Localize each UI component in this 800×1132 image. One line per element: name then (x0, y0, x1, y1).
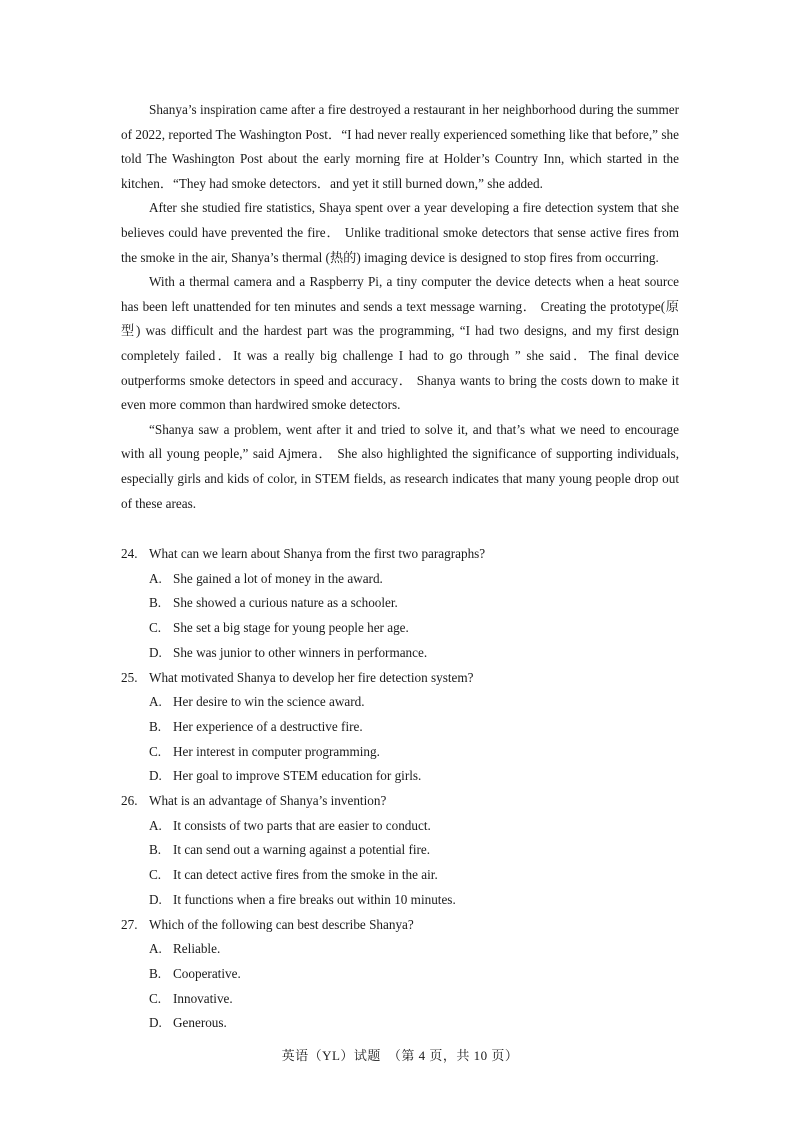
option-letter: B. (149, 965, 162, 981)
option-text: It can send out a warning against a potential fire. (173, 842, 431, 858)
option-letter: C. (149, 743, 162, 759)
passage-paragraph-3: With a thermal camera and a Raspberry Pi, a tiny computer the device detects when a heat source has been left unattended for ten minutes and sends a text message warning． Creating the prototype(原型) was difficult and the hardest part was the programming, “I had two designs, and my first design completely failed．It was a really big challenge I had to go through ” she said．The final device outperforms smoke detectors in speed and accuracy． Shanya wants to bring the costs down to make it even more common than hardwired smoke detectors. (121, 274, 679, 413)
option-d[interactable] (121, 1011, 679, 1036)
question-25 (121, 666, 679, 790)
option-a[interactable] (121, 567, 679, 592)
question-stem (121, 789, 679, 814)
question-26 (121, 789, 679, 913)
option-text: Her desire to win the science award. (173, 694, 365, 710)
question-stem (121, 542, 679, 567)
option-text: Her goal to improve STEM education for girls. (173, 768, 422, 784)
question-number: 27. (121, 916, 138, 932)
option-text: Generous. (173, 1015, 227, 1031)
question-text: What is an advantage of Shanya’s invention? (149, 793, 387, 809)
option-text: Cooperative. (173, 965, 241, 981)
question-stem (121, 913, 679, 938)
option-letter: C. (149, 620, 162, 636)
option-d[interactable] (121, 641, 679, 666)
option-letter: D. (149, 768, 162, 784)
option-letter: B. (149, 595, 162, 611)
option-text: She gained a lot of money in the award. (173, 570, 383, 586)
option-b[interactable] (121, 715, 679, 740)
question-number: 26. (121, 793, 138, 809)
option-d[interactable] (121, 764, 679, 789)
passage-paragraph-2: After she studied fire statistics, Shaya spent over a year developing a fire detection system that she believes could have prevented the fire． Unlike traditional smoke detectors that sense active fires from the smoke in the air, Shanya’s thermal (热的) imaging device is designed to stop fires from occurring. (121, 200, 679, 265)
option-a[interactable] (121, 690, 679, 715)
question-stem (121, 666, 679, 691)
option-letter: D. (149, 644, 162, 660)
option-letter: C. (149, 867, 162, 883)
option-text: Reliable. (173, 941, 221, 957)
question-number: 24. (121, 546, 138, 561)
option-a[interactable] (121, 814, 679, 839)
question-24 (121, 542, 679, 666)
option-letter: B. (149, 718, 162, 734)
option-letter: A. (149, 694, 162, 710)
option-text: She set a big stage for young people her age. (173, 620, 409, 636)
passage-paragraph-1: Shanya’s inspiration came after a fire destroyed a restaurant in her neighborhood during the summer of 2022, reported The Washington Post．“I had never really experienced something like that before,” she told The Washington Post about the early morning fire at Holder’s Country Inn, which started in the kitchen．“They had smoke detectors．and yet it still burned down,” she added. (121, 102, 679, 191)
option-text: She was junior to other winners in performance. (173, 644, 428, 660)
option-c[interactable] (121, 863, 679, 888)
option-text: It consists of two parts that are easier to conduct. (173, 817, 431, 833)
question-text: Which of the following can best describe Shanya? (149, 916, 414, 932)
option-text: It can detect active fires from the smoke in the air. (173, 867, 438, 883)
option-text: Her interest in computer programming. (173, 743, 380, 759)
option-letter: A. (149, 570, 162, 586)
reading-passage (121, 98, 679, 516)
option-b[interactable] (121, 591, 679, 616)
option-letter: A. (149, 941, 162, 957)
option-text: It functions when a fire breaks out within 10 minutes. (173, 891, 456, 907)
option-letter: D. (149, 891, 162, 907)
option-letter: D. (149, 1015, 162, 1031)
page-footer: 英语（YL）试题 （第 4 页，共 10 页） (281, 1048, 519, 1063)
question-27 (121, 913, 679, 1037)
option-b[interactable] (121, 962, 679, 987)
option-text: She showed a curious nature as a schooler. (173, 595, 398, 611)
option-c[interactable] (121, 616, 679, 641)
option-b[interactable] (121, 838, 679, 863)
passage-paragraph-4: “Shanya saw a problem, went after it and tried to solve it, and that’s what we need to encourage with all young people,” said Ajmera． She also highlighted the significance of supporting individuals, especially girls and kids of color, in STEM fields, as research indicates that many young people drop out of these areas. (121, 421, 679, 511)
option-letter: A. (149, 817, 162, 833)
question-text: What can we learn about Shanya from the first two paragraphs? (149, 546, 486, 561)
option-text: Her experience of a destructive fire. (173, 718, 363, 734)
option-c[interactable] (121, 740, 679, 765)
option-a[interactable] (121, 937, 679, 962)
option-d[interactable] (121, 888, 679, 913)
question-text: What motivated Shanya to develop her fire detection system? (149, 669, 474, 685)
option-c[interactable] (121, 987, 679, 1012)
question-list (121, 542, 679, 1036)
question-number: 25. (121, 669, 138, 685)
option-letter: B. (149, 842, 162, 858)
option-letter: C. (149, 990, 162, 1006)
option-text: Innovative. (173, 990, 233, 1006)
